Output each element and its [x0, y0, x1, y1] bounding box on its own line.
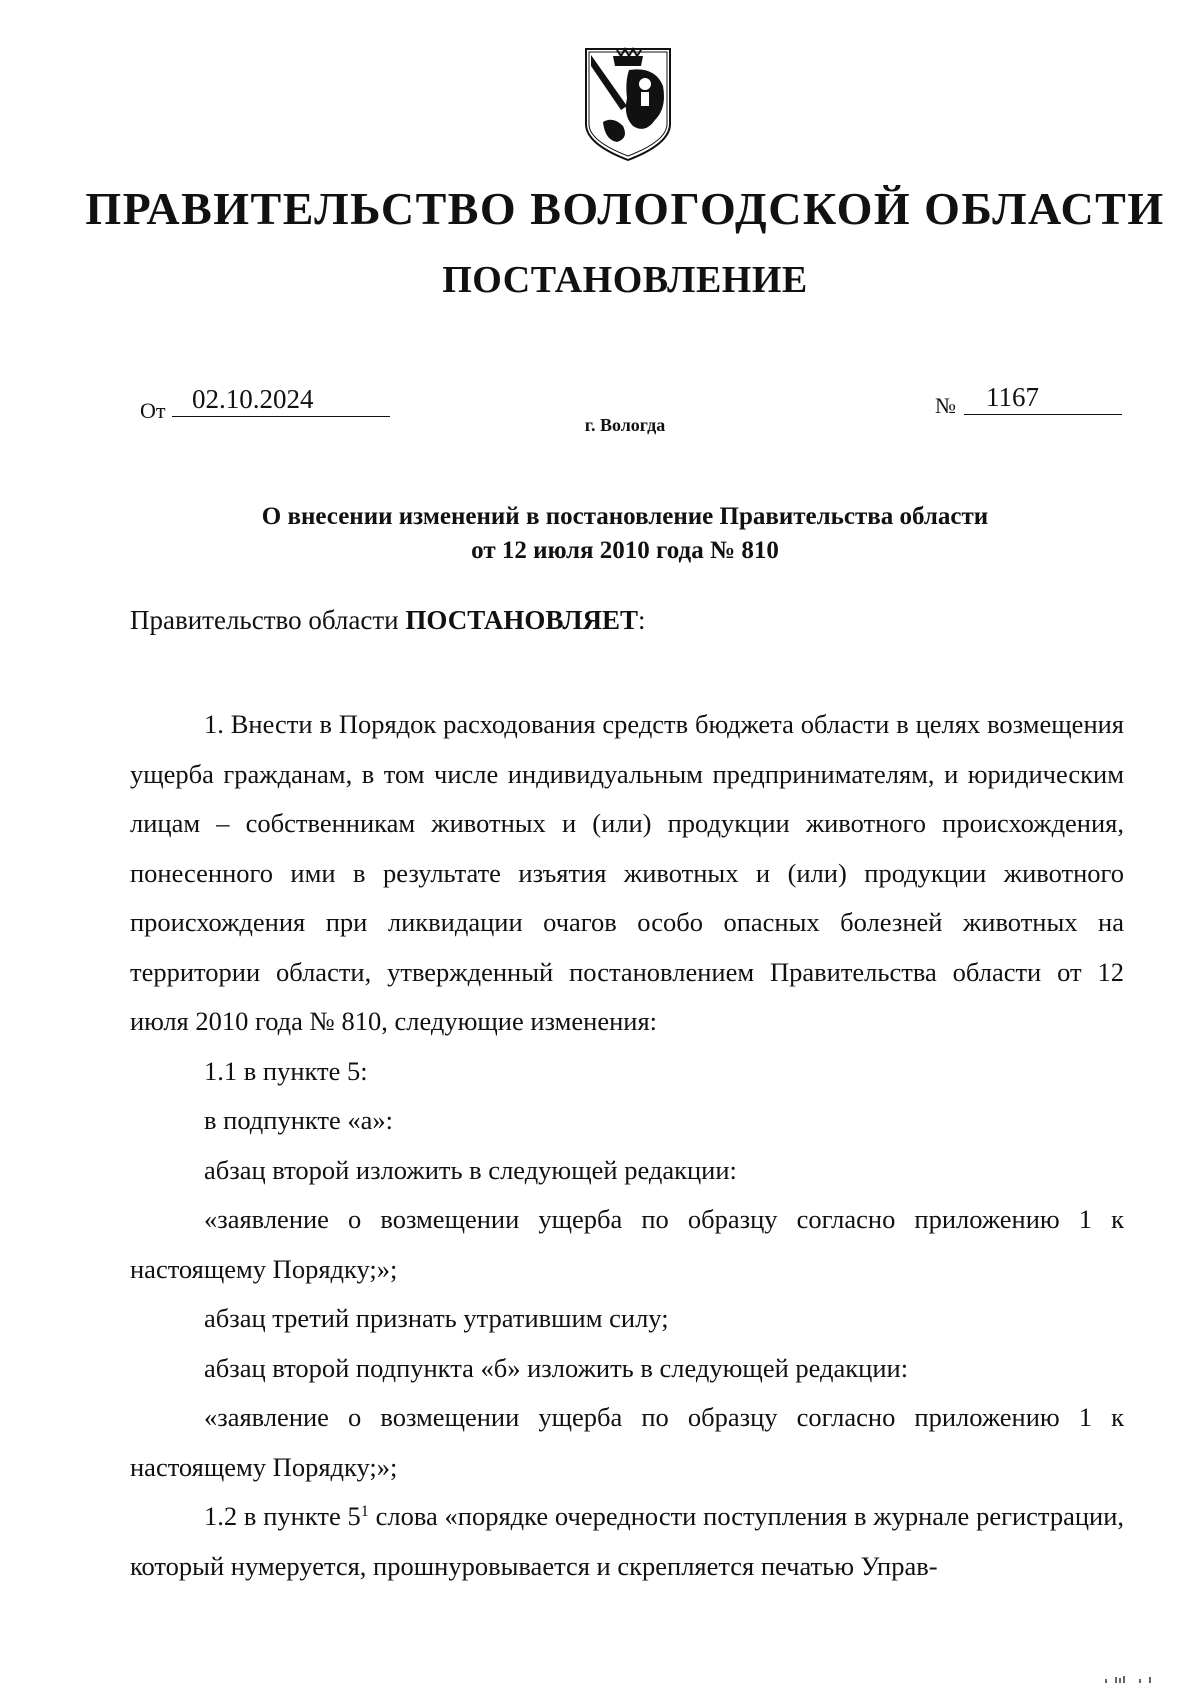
date-prefix: От	[140, 398, 166, 423]
number-prefix: №	[935, 393, 956, 418]
paragraph-quote-1: «заявление о возмещении ущерба по образцу согласно приложению 1 к настоящему Порядку;»;	[130, 1204, 1124, 1284]
subject-line-1: О внесении изменений в постановление Правительства области	[261, 503, 989, 530]
government-title: ПРАВИТЕЛЬСТВО ВОЛОГОДСКОЙ ОБЛАСТИ	[85, 183, 1165, 234]
vologda-coat-of-arms-icon	[583, 46, 673, 164]
document-subject	[0, 500, 1200, 568]
city-name: г. Вологда	[584, 415, 666, 435]
paragraph-subpoint-b: абзац второй подпункта «б» изложить в следующей редакции:	[204, 1352, 909, 1383]
preamble-colon: :	[637, 605, 646, 635]
paragraph-1-2-rest: слова «порядке очередности поступления в журнале регистрации, который нумеруется, прошнуровывается и скрепляется печатью Управ-	[130, 1501, 1124, 1581]
paragraph-subpoint-a: в подпункте «а»:	[204, 1105, 394, 1135]
paragraph-1-1: 1.1 в пункте 5:	[204, 1055, 368, 1086]
paragraph-quote-2: «заявление о возмещении ущерба по образцу согласно приложению 1 к настоящему Порядку;»;	[130, 1402, 1124, 1482]
preamble-bold: ПОСТАНОВЛЯЕТ	[405, 605, 638, 635]
paragraph-abzac-3: абзац третий признать утратившим силу;	[204, 1303, 669, 1333]
superscript: 1	[360, 1503, 369, 1520]
document-date: 02.10.2024	[192, 384, 314, 414]
document-type: ПОСТАНОВЛЕНИЕ	[442, 259, 808, 301]
document-number: 1167	[986, 382, 1039, 412]
document-body	[130, 700, 1124, 1591]
preamble-text: Правительство области	[130, 605, 406, 635]
paragraph-abzac-2: абзац второй изложить в следующей редакции:	[204, 1154, 737, 1185]
scan-mark-icon	[1100, 1671, 1160, 1685]
subject-line-2: от 12 июля 2010 года № 810	[471, 537, 779, 564]
preamble	[130, 605, 646, 636]
paragraph-1: 1. Внести в Порядок расходования средств бюджета области в целях возмещения ущерба гражданам, в том числе индивидуальным предпринимателям, и юридическим лицам – собственникам животных и (или) продукции животного происхождения, понесенного ими в результате изъятия животных и (или) продукции животного происхождения при ликвидации очагов особо опасных болезней животных на территории области, утвержденный постановлением Правительства области от 12 июля 2010 года № 810, следующие изменения:	[130, 709, 1124, 1036]
paragraph-1-2	[130, 1492, 1124, 1591]
paragraph-1-2-start: 1.2 в пункте 5	[204, 1501, 361, 1531]
